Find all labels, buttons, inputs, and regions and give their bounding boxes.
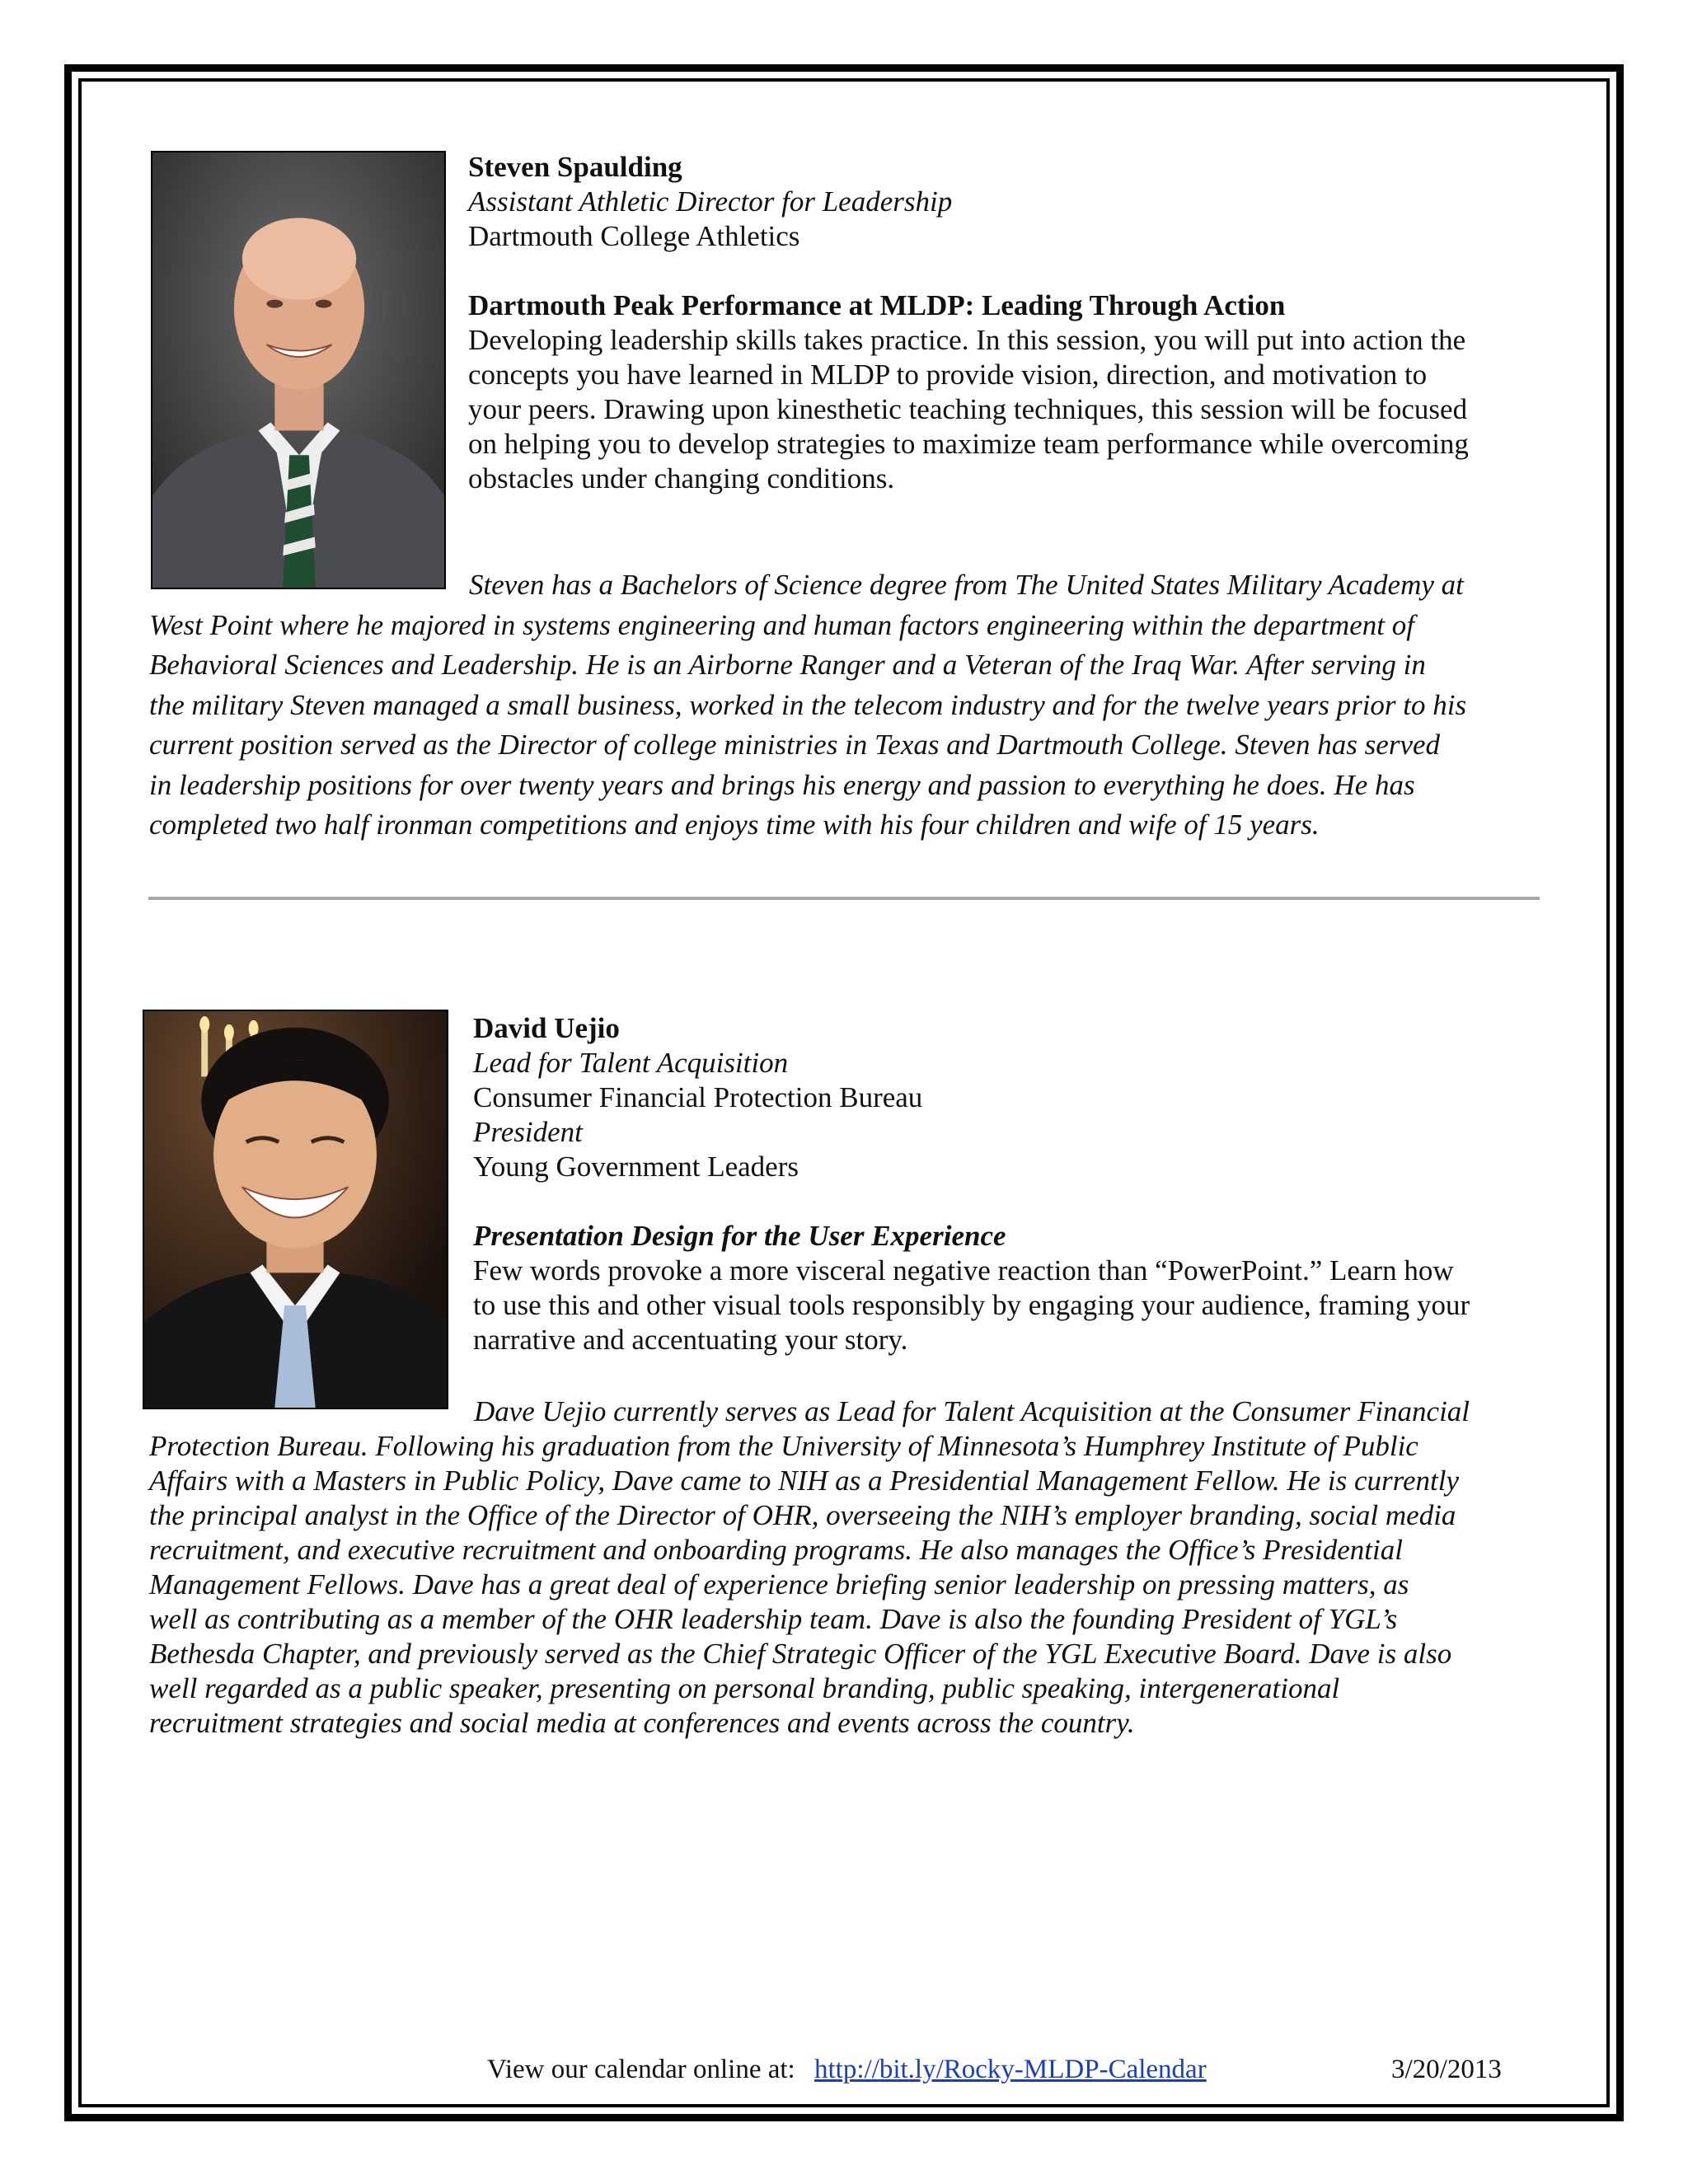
calendar-link[interactable]: http://bit.ly/Rocky-MLDP-Calendar bbox=[814, 2055, 1207, 2084]
speaker-1-session-line: Developing leadership skills takes practice. In this session, you will put into action the bbox=[468, 324, 1466, 356]
speaker-1-bio-line: West Point where he majored in systems engineering and human factors engineering within the department of bbox=[149, 608, 1414, 641]
speaker-2-session-line: Few words provoke a more visceral negative reaction than “PowerPoint.” Learn how bbox=[473, 1254, 1454, 1286]
speaker-1-session-line: concepts you have learned in MLDP to provide vision, direction, and motivation to bbox=[468, 359, 1428, 391]
speaker-2-session-line: to use this and other visual tools responsibly by engaging your audience, framing your bbox=[473, 1289, 1470, 1321]
speaker-1-bio-line: current position served as the Director of college ministries in Texas and Dartmouth College. Steven has served bbox=[149, 729, 1441, 761]
footer-date: 3/20/2013 bbox=[1391, 2055, 1502, 2084]
speaker-1-bio-line: Behavioral Sciences and Leadership. He is an Airborne Ranger and a Veteran of the Iraq War. After serving in bbox=[149, 649, 1426, 681]
speaker-2-bio-line: Protection Bureau. Following his graduation from the University of Minnesota’s Humphrey Institute of Public bbox=[149, 1430, 1418, 1462]
speaker-1-session-line: your peers. Drawing upon kinesthetic teaching techniques, this session will be focused bbox=[468, 393, 1468, 425]
speaker-2-header bbox=[473, 1011, 1470, 1357]
speaker-1-bio-line: in leadership positions for over twenty years and brings his energy and passion to everything he does. He has bbox=[149, 768, 1415, 801]
footer-label: View our calendar online at: bbox=[487, 2055, 795, 2084]
speaker-2-bio-line: Management Fellows. Dave has a great deal of experience briefing senior leadership on pressing matters, as bbox=[149, 1568, 1409, 1601]
speaker-1-session-line: on helping you to develop strategies to maximize team performance while overcoming bbox=[468, 428, 1469, 460]
speaker-2-session-line: narrative and accentuating your story. bbox=[473, 1324, 908, 1356]
speaker-1-header bbox=[468, 150, 1469, 496]
speaker-1-title: Assistant Athletic Director for Leadership bbox=[468, 185, 953, 218]
speaker-2-organization-2: Young Government Leaders bbox=[473, 1151, 799, 1183]
speaker-1-session-line: obstacles under changing conditions. bbox=[468, 462, 895, 494]
section-divider bbox=[148, 897, 1540, 900]
speaker-photo-david-uejio bbox=[143, 1010, 448, 1409]
speaker-2-bio-line: recruitment, and executive recruitment and onboarding programs. He also manages the Office’s Presidential bbox=[149, 1534, 1403, 1566]
speaker-2-bio-line: Affairs with a Masters in Public Policy, Dave came to NIH as a Presidential Management Fellow. He is currently bbox=[149, 1465, 1459, 1497]
speaker-1-bio-line: the military Steven managed a small business, worked in the telecom industry and for the twelve years prior to his bbox=[149, 688, 1467, 721]
speaker-2-title-2: President bbox=[473, 1116, 583, 1148]
speaker-2-title: Lead for Talent Acquisition bbox=[473, 1047, 789, 1079]
speaker-1-session-title: Dartmouth Peak Performance at MLDP: Leading Through Action bbox=[468, 289, 1286, 321]
speaker-2-bio-line: recruitment strategies and social media at conferences and events across the country. bbox=[149, 1707, 1135, 1739]
speaker-1-name: Steven Spaulding bbox=[468, 151, 682, 183]
speaker-2-organization: Consumer Financial Protection Bureau bbox=[473, 1081, 923, 1113]
speaker-1-organization: Dartmouth College Athletics bbox=[468, 220, 800, 252]
speaker-photo-steven-spaulding bbox=[151, 151, 446, 589]
speaker-1-bio bbox=[149, 565, 1466, 846]
speaker-1-bio-line: Steven has a Bachelors of Science degree from The United States Military Academy at bbox=[469, 569, 1464, 601]
speaker-1-bio-line: completed two half ironman competitions and enjoys time with his four children and wife of 15 years. bbox=[149, 808, 1320, 841]
speaker-2-bio-line: Dave Uejio currently serves as Lead for Talent Acquisition at the Consumer Financial bbox=[474, 1395, 1470, 1427]
speaker-2-bio-line: well regarded as a public speaker, presenting on personal branding, public speaking, intergenerational bbox=[149, 1672, 1340, 1704]
speaker-2-bio-line: well as contributing as a member of the OHR leadership team. Dave is also the founding President of YGL’s bbox=[149, 1603, 1398, 1635]
speaker-2-name: David Uejio bbox=[473, 1012, 620, 1044]
speaker-2-bio bbox=[149, 1394, 1470, 1741]
speaker-2-bio-line: Bethesda Chapter, and previously served as the Chief Strategic Officer of the YGL Executive Board. Dave is also bbox=[149, 1638, 1452, 1670]
speaker-2-bio-line: the principal analyst in the Office of the Director of OHR, overseeing the NIH’s employer branding, social media bbox=[149, 1499, 1456, 1531]
speaker-2-session-title: Presentation Design for the User Experience bbox=[473, 1220, 1006, 1252]
